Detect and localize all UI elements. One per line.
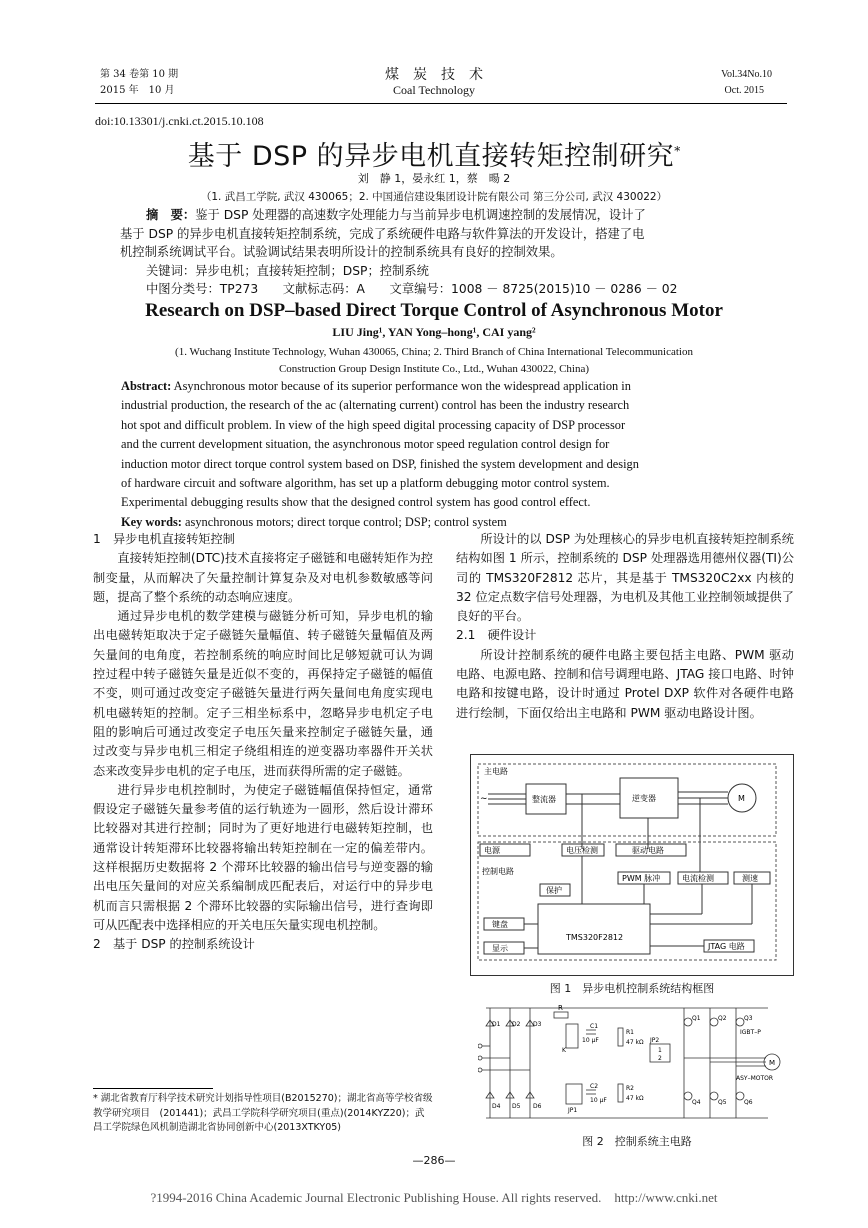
fig2-label: D6	[533, 1103, 542, 1110]
paper-title-zh	[0, 134, 868, 173]
figure-1-block-diagram	[470, 754, 794, 976]
fig1-inverter: 逆变器	[632, 794, 656, 803]
fig2-label: Q1	[692, 1015, 701, 1022]
classification-line: 中图分类号：TP273 文献标志码：A 文章编号：1008 － 8725(2015)10 － 0286 － 02	[146, 282, 678, 296]
fig1-motor: M	[738, 794, 745, 803]
keywords-en-label: Key words:	[121, 514, 182, 529]
fig2-label: Q4	[692, 1099, 701, 1106]
fig1-protect: 保护	[546, 886, 562, 895]
fig2-label: 10 μF	[590, 1097, 607, 1104]
fig2-label: D3	[533, 1021, 542, 1028]
paragraph: 通过异步电机的数学建模与磁链分析可知，异步电机的输出电磁转矩取决于定子磁链矢量幅值、转子磁链矢量幅值及两矢量间的电角度，若控制系统的响应时间比足够短就可认为调控过程中转子磁链矢量是近似不变的，再保持定子磁链的幅值不变，则可通过改变定子磁链矢量进行两矢量间电角度实现电机电磁转矩的控制。定子三相坐标系中，忽略异步电机定子电阻的影响后可通过改变定子电压矢量来控制定子磁链矢量，通过改变与异步电机三相定子绕组相连的逆变器功率器件开关状态来改变异步电机的定子电压，进而获得所需的定子磁链。	[93, 609, 433, 778]
abstract-zh-label: 摘 要：	[146, 208, 196, 222]
affil-en-line: Construction Group Design Institute Co., Ltd., Wuhan 430022, China)	[278, 363, 590, 375]
copyright-footer: ?1994-2016 China Academic Journal Electronic Publishing House. All rights reserved. http://www.cnki.net	[150, 1190, 718, 1205]
section-heading-2: 2 基于 DSP 的控制系统设计	[93, 937, 255, 952]
fig2-label: R1	[626, 1029, 634, 1036]
affiliations-zh: （1. 武昌工学院, 武汉 430065；2. 中国通信建设集团设计院有限公司 第三分公司, 武汉 430022）	[200, 191, 668, 203]
fig2-label: JP1	[568, 1107, 578, 1114]
issue-date-zh: 2015 年 10 月	[100, 85, 175, 96]
fig2-label: D1	[492, 1021, 501, 1028]
fig2-label: 1	[658, 1047, 662, 1054]
fig2-label: D4	[492, 1103, 501, 1110]
keywords-en: asynchronous motors; direct torque control; DSP; control system	[185, 514, 507, 529]
header-rule	[95, 103, 787, 104]
abstract-en-line: industrial production, the research of the ac (alternating current) control has been the industry research	[121, 398, 630, 413]
keywords-zh: 关键词：异步电机；直接转矩控制；DSP；控制系统	[146, 263, 429, 278]
abstract-en-label: Abstract:	[121, 379, 172, 393]
section-heading-1: 1 异步电机直接转矩控制	[93, 532, 235, 546]
left-column	[93, 530, 433, 955]
abstract-en-line: Experimental debugging results show that the designed control system has good control effect.	[121, 495, 591, 510]
doi: doi:10.13301/j.cnki.ct.2015.10.108	[95, 114, 264, 128]
fig2-label: C1	[590, 1023, 599, 1030]
issue-date-en: Oct. 2015	[724, 85, 764, 96]
title-text: 基于 DSP 的异步电机直接转矩控制研究	[187, 141, 675, 172]
fig2-label: R2	[626, 1085, 634, 1092]
authors-zh: 刘 静 1，晏永红 1，蔡 暘 2	[357, 172, 511, 185]
fig1-current-detect: 电流检测	[682, 874, 714, 883]
paragraph: 直接转矩控制(DTC)技术直接将定子磁链和电磁转矩作为控制变量，从而解决了矢量控制计算复杂及对电机参数敏感等问题，提高了整个系统的动态响应速度。	[93, 551, 433, 604]
fig1-pwm: PWM 脉冲	[622, 874, 661, 883]
paragraph: 所设计的以 DSP 为处理核心的异步电机直接转矩控制系统结构如图 1 所示，控制系统的 DSP 处理器选用德州仪器(TI)公司的 TMS320F2812 芯片，其是基于 TMS320C2xx 内核的 32 位定点数字信号处理器，为电机及其他工业控制领域提供了良好的平台。	[456, 532, 794, 624]
abstract-zh-line: 鉴于 DSP 处理器的高速数字处理能力与当前异步电机调速控制的发展情况，设计了	[195, 208, 646, 222]
fig2-label: 47 kΩ	[626, 1095, 644, 1102]
fig1-power: 电源	[484, 846, 500, 855]
abstract-en-line: hot spot and difficult problem. In view of the high speed digital processing capacity of DSP processor	[121, 417, 626, 432]
footnote-rule	[93, 1088, 213, 1089]
fig1-main-circuit-label: 主电路	[484, 767, 508, 776]
fig2-label: K	[562, 1047, 566, 1054]
fig1-jtag: JTAG 电路	[708, 942, 745, 951]
abstract-zh-line: 机控制系统调试平台。试验调试结果表明所设计的控制系统具有良好的控制效果。	[120, 245, 563, 259]
issue-volume-zh: 第 34 卷第 10 期	[100, 69, 179, 80]
paper-title-en: Research on DSP–based Direct Torque Control of Asynchronous Motor	[145, 300, 723, 321]
right-column	[456, 530, 794, 723]
abstract-en	[121, 377, 771, 532]
fig2-label: Q2	[718, 1015, 727, 1022]
fig2-label: Q3	[744, 1015, 753, 1022]
fig2-label: 10 μF	[582, 1037, 599, 1044]
abstract-en-line: of hardware circuit and software algorithm, has set up a platform debugging motor control system.	[121, 476, 610, 491]
fig2-label: Q5	[718, 1099, 727, 1106]
fig2-label: 47 kΩ	[626, 1039, 644, 1046]
abstract-en-line: and the current development situation, the asynchronous motor speed regulation control design for	[121, 437, 610, 452]
fig1-voltage-detect: 电压检测	[566, 846, 598, 855]
fig2-label: IGBT–P	[740, 1029, 761, 1036]
figure-2-caption: 图 2 控制系统主电路	[582, 1135, 692, 1148]
affiliations-en	[0, 344, 868, 378]
issue-volume-en: Vol.34No.10	[721, 69, 772, 80]
fig1-control-circuit: 控制电路	[482, 867, 514, 876]
abstract-zh-line: 基于 DSP 的异步电机直接转矩控制系统，完成了系统硬件电路与软件算法的开发设计，搭建了电	[120, 226, 645, 241]
journal-name-en: Coal Technology	[393, 83, 475, 97]
fig1-dsp: TMS320F2812	[566, 933, 624, 942]
fig2-label: C2	[590, 1083, 599, 1090]
title-footnote-mark: *	[674, 144, 681, 158]
fig2-label: ASY–MOTOR	[736, 1075, 774, 1082]
affil-en-line: (1. Wuchang Institute Technology, Wuhan 430065, China; 2. Third Branch of China International Telecommunication	[175, 346, 693, 358]
fig2-label: 2	[658, 1055, 662, 1062]
fig2-label: M	[769, 1059, 776, 1067]
fig2-label: D5	[512, 1103, 521, 1110]
fig1-rectifier: 整流器	[532, 795, 556, 804]
abstract-zh	[120, 206, 770, 299]
figure-2-circuit	[478, 1000, 796, 1132]
section-heading-2-1: 2.1 硬件设计	[456, 628, 537, 643]
fig1-keyboard: 键盘	[492, 920, 508, 929]
fig2-label: Q6	[744, 1099, 753, 1106]
fig1-speed: 测速	[742, 874, 758, 883]
fig1-display: 显示	[492, 944, 508, 953]
page-number: —286—	[412, 1154, 456, 1167]
fig2-label: JP2	[650, 1037, 660, 1044]
journal-name-zh: 煤 炭 技 术	[385, 67, 483, 83]
authors-en: LIU Jing¹, YAN Yong–hong¹, CAI yang²	[332, 325, 536, 339]
fig2-label: R	[558, 1004, 563, 1012]
abstract-en-line: induction motor direct torque control system based on DSP, finished the system development and design	[121, 456, 639, 471]
fig2-label: D2	[512, 1021, 521, 1028]
ac-source-icon: ~	[480, 794, 488, 804]
paragraph: 所设计控制系统的硬件电路主要包括主电路、PWM 驱动电路、电源电路、控制和信号调理电路、JTAG 接口电路、时钟电路和按键电路，设计时通过 Protel DXP 软件对各硬件电路进行绘制，下面仅给出主电路和 PWM 驱动电路设计图。	[456, 647, 794, 720]
fig1-drive-circuit: 驱动电路	[632, 846, 664, 855]
funding-footnote: * 湖北省教育厅科学技术研究计划指导性项目(B2015270)；湖北省高等学校省级教学研究项目 (201441)；武昌工学院科学研究项目(重点)(2014KYZ20)；武昌工学院绿色风机制造湖北省协同创新中心(2013XTKY05)	[93, 1093, 433, 1133]
abstract-en-line: Asynchronous motor because of its superior performance won the widespread application in	[173, 379, 631, 393]
figure-1-caption: 图 1 异步电机控制系统结构框图	[549, 982, 715, 995]
paragraph: 进行异步电机控制时，为使定子磁链幅值保持恒定，通常假设定子磁链矢量参考值的运行轨迹为一圆形，然后设计滞环比较器对其进行控制；同时为了更好地进行电磁转矩控制，也通常设计转矩滞环比较器将输出转矩控制在一定的偏差带内。这样根据历史数据将 2 个滞环比较器的输出信号与逆变器的输出电压矢量间的对应关系编制成匹配表后，对运行中的异步电机而言只需根据 2 个滞环比较器的实际输出信号，进行查询即可从匹配表中选择相应的开关电压矢量实现电机控制。	[93, 782, 433, 932]
